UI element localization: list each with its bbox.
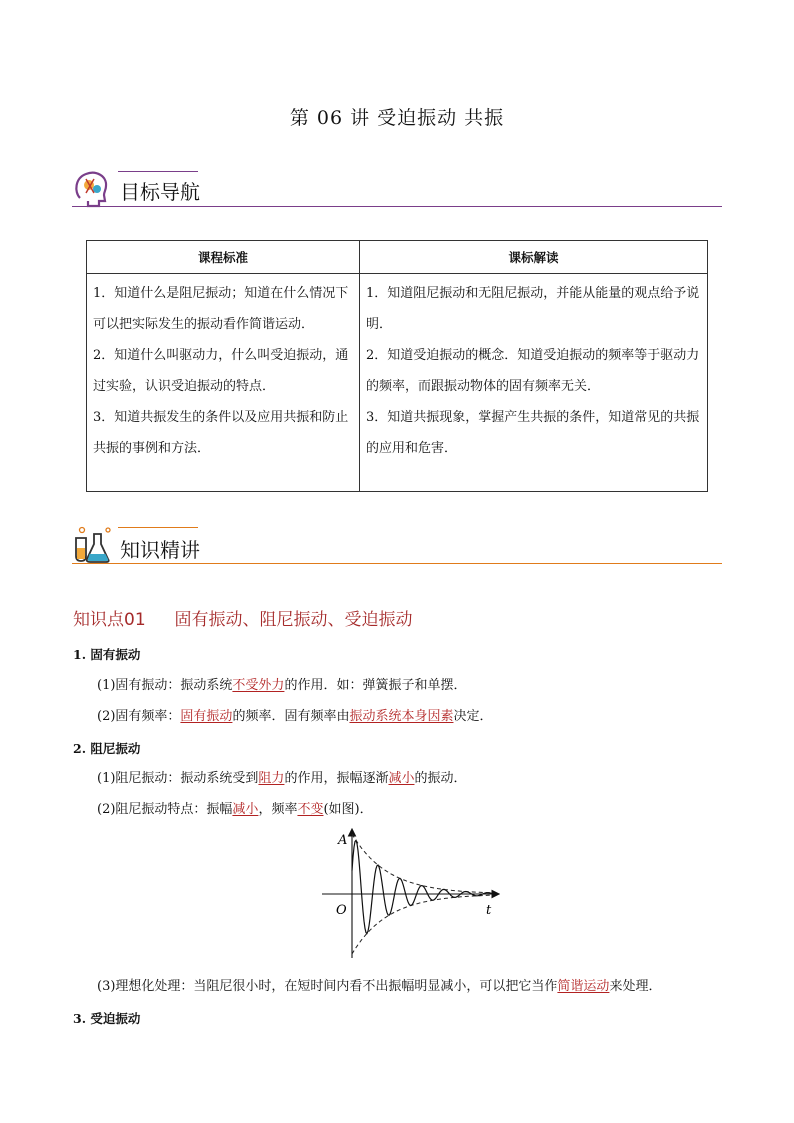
- key-term: 减小: [388, 771, 415, 786]
- brain-gears-icon: [72, 168, 112, 208]
- table-cell-standard: [87, 274, 360, 492]
- key-term: 阻力: [258, 771, 285, 786]
- curriculum-table: [86, 240, 708, 492]
- lower-envelope: [352, 895, 492, 954]
- paragraph: (2)固有频率：固有振动的频率．固有频率由振动系统本身因素决定．: [97, 709, 493, 724]
- oscillation-curve: [352, 840, 492, 933]
- goal-section-header: [72, 166, 722, 210]
- subsection-heading: 3. 受迫振动: [73, 1011, 141, 1026]
- damped-oscillation-figure: [318, 826, 508, 962]
- x-axis-label: t: [486, 903, 492, 918]
- paragraph: (1)固有振动：振动系统不受外力的作用．如：弹簧振子和单摆．: [97, 678, 467, 693]
- table-cell-text: 3．知道共振发生的条件以及应用共振和防止共振的事例和方法．: [93, 410, 349, 456]
- knowledge-section-header: [72, 522, 722, 566]
- table-cell-text: 2．知道什么叫驱动力，什么叫受迫振动，通过实验，认识受迫振动的特点．: [93, 348, 349, 394]
- key-term: 固有振动: [180, 709, 233, 724]
- page-title: 第 06 讲 受迫振动 共振: [289, 107, 505, 129]
- table-header: 课程标准: [87, 241, 360, 274]
- key-term: 减小: [232, 802, 259, 817]
- paragraph: (1)阻尼振动：振动系统受到阻力的作用，振幅逐渐减小的振动．: [97, 771, 467, 786]
- flask-icon: [72, 524, 114, 564]
- table-header: 课标解读: [360, 241, 708, 274]
- origin-label: O: [336, 903, 347, 918]
- y-axis-label: A: [338, 833, 348, 848]
- table-cell-text: 1．知道什么是阻尼振动；知道在什么情况下可以把实际发生的振动看作简谐运动．: [93, 286, 349, 332]
- key-term: 简谐运动: [557, 979, 610, 994]
- damped-oscillation-graph: [318, 826, 508, 962]
- table-cell-interpretation: [360, 274, 708, 492]
- table-cell-text: 2．知道受迫振动的概念．知道受迫振动的频率等于驱动力的频率，而跟振动物体的固有频率无关．: [366, 348, 700, 394]
- paragraph: (2)阻尼振动特点：振幅减小，频率不变(如图)．: [97, 802, 373, 817]
- subsection-heading: 1. 固有振动: [73, 647, 141, 662]
- paragraph: (3)理想化处理：当阻尼很小时，在短时间内看不出振幅明显减小，可以把它当作简谐运动来处理．: [97, 979, 662, 994]
- knowledge-point-title: 固有振动、阻尼振动、受迫振动: [174, 610, 413, 630]
- key-term: 不变: [297, 802, 324, 817]
- upper-envelope: [352, 834, 492, 893]
- knowledge-section-label: 知识精讲: [120, 538, 200, 562]
- key-term: 振动系统本身因素: [349, 709, 454, 724]
- knowledge-point-number: 知识点01: [73, 610, 146, 630]
- table-cell-text: 1．知道阻尼振动和无阻尼振动，并能从能量的观点给予说明．: [366, 286, 700, 332]
- knowledge-point-heading: [73, 605, 412, 630]
- key-term: 不受外力: [232, 678, 285, 693]
- subsection-heading: 2. 阻尼振动: [73, 741, 141, 756]
- table-cell-text: 3．知道共振现象，掌握产生共振的条件，知道常见的共振的应用和危害．: [366, 410, 700, 456]
- goal-section-label: 目标导航: [120, 180, 200, 204]
